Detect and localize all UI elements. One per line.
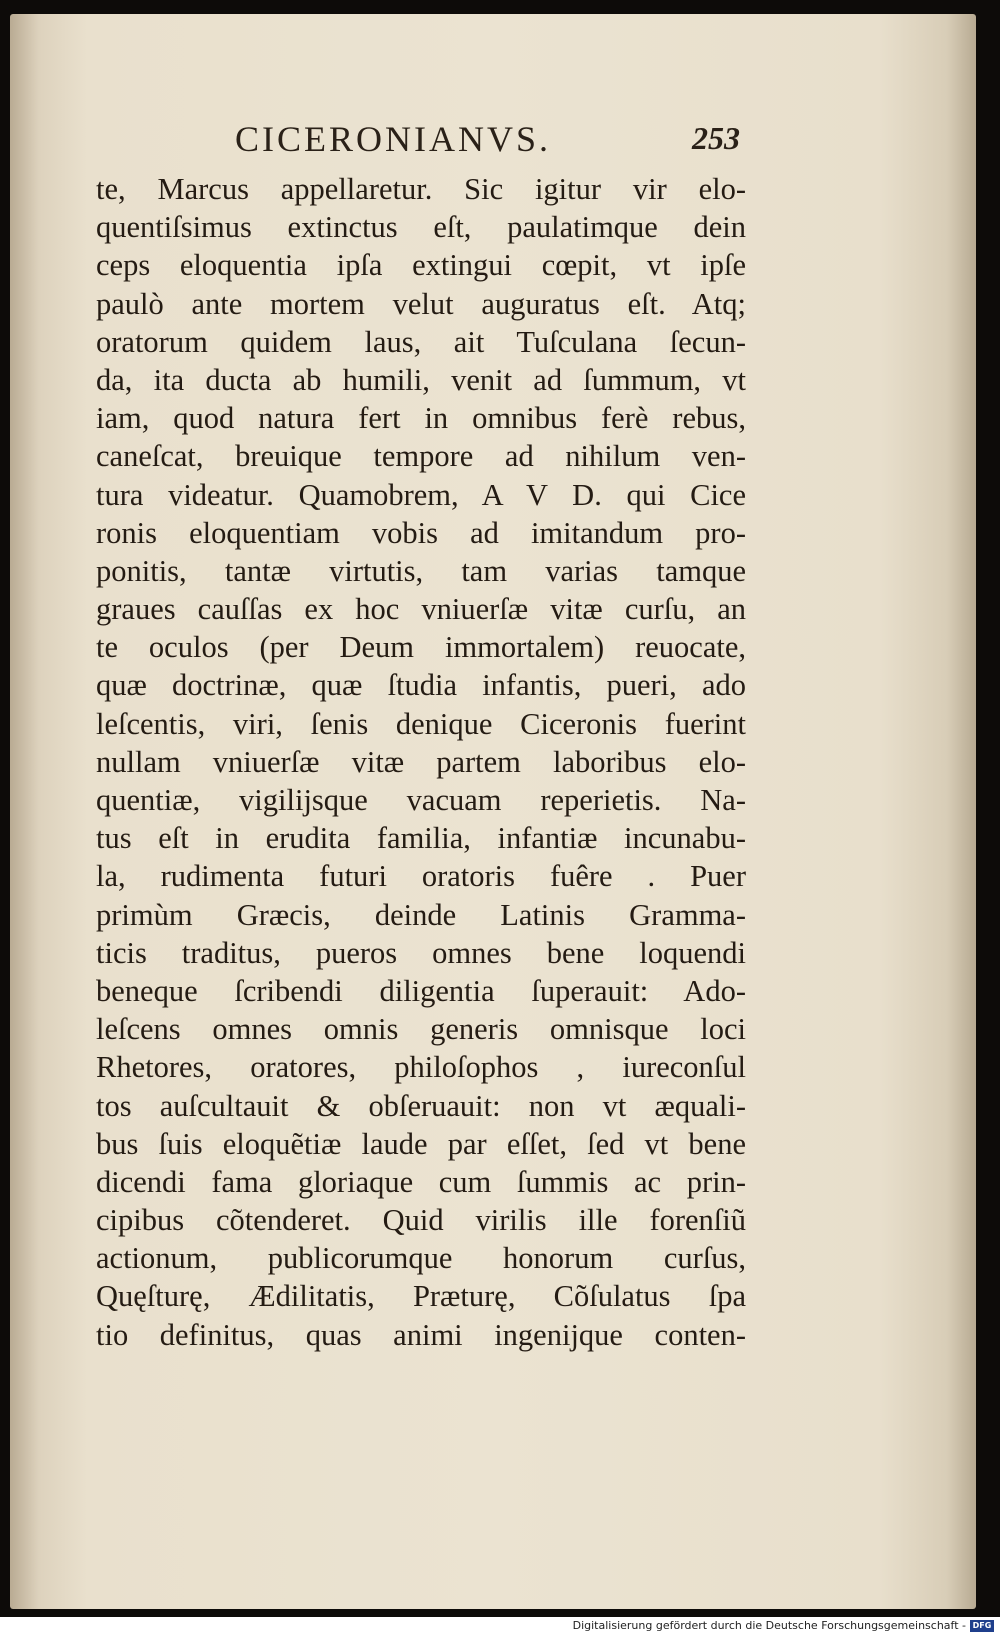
text-line: quentiſsimus extinctus eſt, paulatimque dein: [96, 210, 746, 245]
text-line: ronis eloquentiam vobis ad imitandum pro-: [96, 515, 746, 550]
text-line: ceps eloquentia ipſa extingui cœpit, vt ipſe: [96, 248, 746, 283]
text-line: quentiæ, vigilijsque vacuam reperietis. Na-: [96, 783, 746, 817]
text-body: [96, 170, 746, 1354]
text-line: nullam vniuerſæ vitæ partem laboribus elo-: [96, 744, 746, 779]
text-line: beneque ſcribendi diligentia ſuperauit: Ado-: [96, 973, 746, 1008]
text-line: iam, quod natura fert in omnibus ferè rebus,: [96, 401, 746, 436]
text-line: actionum, publicorumque honorum curſus,: [96, 1241, 746, 1276]
running-head: CICERONIANVS.: [235, 119, 552, 159]
text-line: te oculos (per Deum immortalem) reuocate,: [96, 630, 746, 665]
text-line: Rhetores, oratores, philoſophos , iureconſul: [96, 1050, 746, 1085]
text-line: tio definitus, quas animi ingenijque conten-: [96, 1317, 746, 1352]
book-page: [10, 14, 976, 1609]
text-line: tus eſt in erudita familia, infantiæ incunabu-: [96, 821, 746, 856]
digitization-footer: [0, 1617, 1000, 1637]
text-line: la, rudimenta futuri oratoris fuêre . Puer: [96, 859, 746, 894]
text-line: paulò ante mortem velut auguratus eſt. Atq;: [96, 286, 746, 321]
text-line: te, Marcus appellaretur. Sic igitur vir elo-: [96, 172, 746, 206]
funding-credit: Digitalisierung gefördert durch die Deutsche Forschungsgemeinschaft -: [572, 1619, 966, 1632]
text-line: dicendi fama gloriaque cum ſummis ac prin-: [96, 1164, 746, 1199]
page-header: [10, 106, 976, 166]
text-line: cipibus cõtenderet. Quid virilis ille forenſiũ: [96, 1203, 746, 1238]
text-line: primùm Græcis, deinde Latinis Gramma-: [96, 897, 746, 932]
text-line: oratorum quidem laus, ait Tuſculana ſecun-: [96, 324, 746, 359]
text-line: tos auſcultauit & obſeruauit: non vt æquali-: [96, 1088, 746, 1123]
text-line: quæ doctrinæ, quæ ſtudia infantis, pueri, ado: [96, 668, 746, 703]
text-line: leſcens omnes omnis generis omnisque loci: [96, 1012, 746, 1047]
text-line: ponitis, tantæ virtutis, tam varias tamque: [96, 553, 746, 588]
text-line: da, ita ducta ab humili, venit ad ſummum, vt: [96, 362, 746, 397]
text-line: leſcentis, viri, ſenis denique Ciceronis fuerint: [96, 706, 746, 741]
page-number: 253: [692, 120, 740, 156]
text-line: tura videatur. Quamobrem, A V D. qui Cice: [96, 477, 746, 512]
dfg-logo-icon: DFG: [970, 1620, 994, 1632]
text-line: bus ſuis eloquẽtiæ laude par eſſet, ſed vt bene: [96, 1126, 746, 1161]
text-line: caneſcat, breuique tempore ad nihilum ven-: [96, 439, 746, 474]
text-line: graues cauſſas ex hoc vniuerſæ vitæ curſu, an: [96, 592, 746, 627]
text-line: Quęſturę, Ædilitatis, Præturę, Cõſulatus ſpa: [96, 1279, 746, 1314]
text-line: ticis traditus, pueros omnes bene loquendi: [96, 935, 746, 970]
